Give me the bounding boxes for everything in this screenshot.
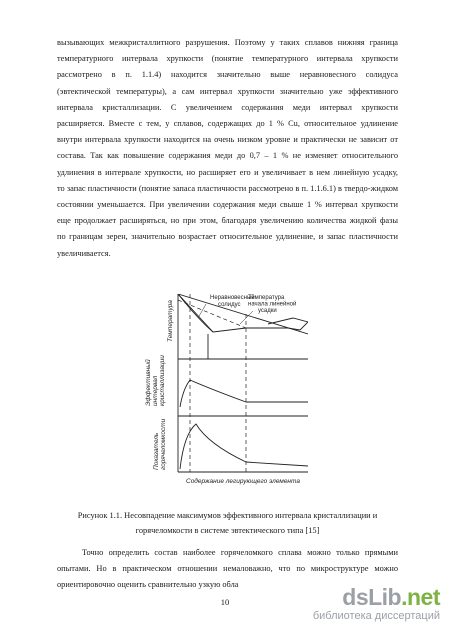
figure-caption	[57, 508, 398, 538]
text-line: состоянии уменьшается. При увеличении содержания меди свыше 1 % интервал хрупкости	[57, 200, 398, 210]
text-line: внутри интервала хрупкости находится на очень низком уровне и практически не зависит от	[57, 135, 398, 145]
text-line: вызывающих межкристаллитного разрушения. Поэтому у таких сплавов нижняя граница	[57, 38, 398, 47]
watermark-logo: dsLib.net	[342, 584, 440, 610]
caption-line: Рисунок 1.1. Несовпадение максимумов эффективного интервала кристаллизации и	[77, 511, 378, 520]
ylabel-hot-tearing: Показательгорячеломкости	[153, 418, 167, 470]
figure-diagram	[128, 294, 308, 504]
text-line: Точно определить состав наиболее горячеломкого сплава можно только прямыми	[82, 548, 398, 557]
watermark	[313, 585, 440, 623]
label-solidus: Неравновесный солидус	[210, 295, 255, 308]
text-line: интервала кристаллизации. С увеличением содержания меди интервал хрупкости	[57, 102, 398, 112]
text-line: опытами. Но в практическом отношении немаловажно, что по микроструктуре можно	[57, 564, 398, 574]
pointer-line	[240, 311, 253, 324]
caption-line: горячеломкости в системе эвтектического типа [15]	[135, 526, 320, 535]
text-line: еще продолжает расширяться, но при этом, благодаря увеличению количества жидкой фазы	[57, 216, 398, 226]
text-line: то запас пластичности (понятие запаса пластичности рассмотрено в п. 1.1.6.1) в твердо-жидком	[57, 183, 398, 193]
text-line: расширяется. Вместе с тем, у сплавов, содержащих до 1 % Cu, относительное удлинение	[57, 119, 398, 129]
eutectic-line	[246, 322, 308, 330]
ylabel-interval: Эффективныйинтервалкристаллизации	[145, 355, 166, 406]
text-line: ориентировочно оценить сравнительно узкую обла	[57, 580, 239, 590]
ylabel-temperature: Температура	[167, 300, 174, 342]
text-line: состава. Так как повышение содержания меди до 0,7 – 1 % не изменяет относительного	[57, 151, 398, 161]
hot-tearing-curve	[180, 424, 308, 469]
label-shrink: Температура начала линейной усадки	[248, 295, 297, 314]
text-line: удлинения в интервале хрупкости, но расширяет его и увеличивает в нем линейную усадку,	[57, 167, 398, 177]
text-line: по границам зерен, значительно возрастает относительное удлинение, и запас пластичности	[57, 232, 398, 242]
text-line: рассмотрено в п. 1.1.4) находится значительно выше неравновесного солидуса	[57, 70, 398, 80]
text-line: температурного интервала хрупкости (понятие температурного интервала хрупкости	[57, 54, 398, 64]
page-number: 10	[220, 597, 230, 607]
text-line: увеличивается.	[57, 248, 111, 258]
paragraph-top	[57, 35, 398, 262]
text-line: (эвтектической температуры), а сам интервал хрупкости значительно уже эффективного	[57, 86, 398, 96]
watermark-subtitle: библиотека диссертаций	[312, 610, 440, 622]
xlabel: Содержание легирующего элемента	[186, 478, 300, 485]
interval-curve	[180, 380, 308, 407]
